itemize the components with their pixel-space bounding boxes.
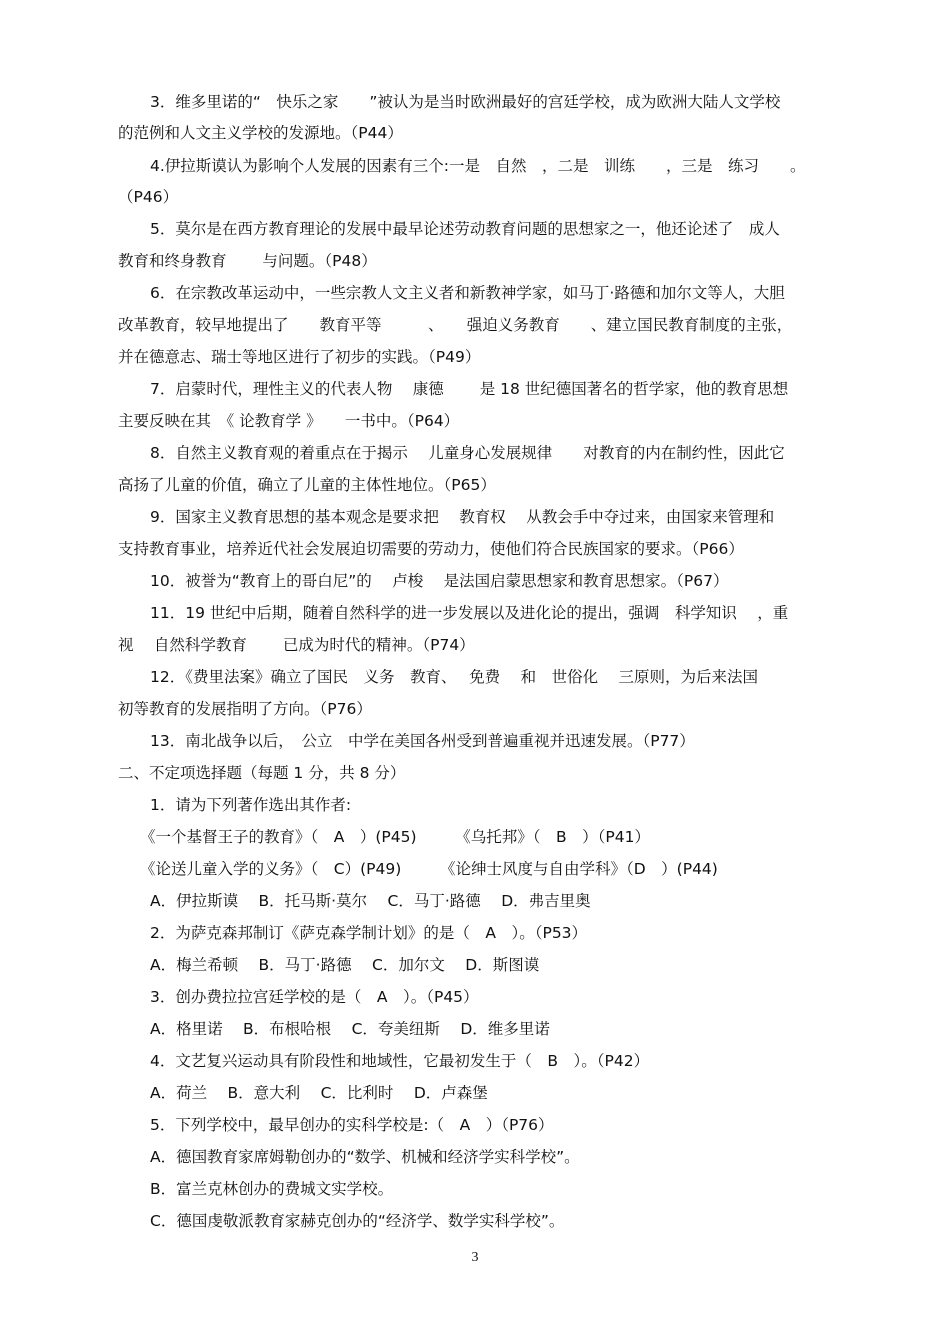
text-line: 改革教育，较早地提出了 教育平等 、 强迫义务教育 、建立国民教育制度的主张， [118, 316, 793, 334]
text-line: 12．《费里法案》确立了国民 义务 教育、 免费 和 世俗化 三原则，为后来法国 [150, 668, 759, 686]
text-line: 并在德意志、瑞士等地区进行了初步的实践。（P49） [118, 348, 481, 366]
text-line: 3．创办费拉拉宫廷学校的是（ A ）。（P45） [150, 988, 479, 1006]
text-line: A．格里诺 B．布根哈根 C．夸美纽斯 D．维多里诺 [150, 1020, 550, 1038]
page-number: 3 [471, 1250, 479, 1265]
text-line: 3．维多里诺的“ 快乐之家 ”被认为是当时欧洲最好的宫廷学校，成为欧洲大陆人文学校 [150, 93, 781, 111]
text-line: 10．被誉为“教育上的哥白尼”的 卢梭 是法国启蒙思想家和教育思想家。（P67） [150, 572, 729, 590]
text-line: （P46） [118, 188, 179, 206]
text-line: 《一个基督王子的教育》（ A ）(P45) 《乌托邦》（ B ）（P41） [140, 828, 650, 846]
text-line: C．德国虔敬派教育家赫克创办的“经济学、数学实科学校”。 [150, 1212, 565, 1230]
text-line: 初等教育的发展指明了方向。（P76） [118, 700, 372, 718]
text-line: 9．国家主义教育思想的基本观念是要求把 教育权 从教会手中夺过来，由国家来管理和 [150, 508, 775, 526]
section-heading: 二、不定项选择题（每题 1 分，共 8 分） [118, 764, 406, 782]
text-line: A．荷兰 B．意大利 C．比利时 D．卢森堡 [150, 1084, 488, 1102]
text-line: 《论送儿童入学的义务》（ C）(P49) 《论绅士风度与自由学科》（D ）(P44) [140, 860, 718, 878]
text-line: 5．下列学校中，最早创办的实科学校是:（ A ）（P76） [150, 1116, 554, 1134]
text-line: A．德国教育家席姆勒创办的“数学、机械和经济学实科学校”。 [150, 1148, 580, 1166]
text-line: 11．19 世纪中后期，随着自然科学的进一步发展以及进化论的提出，强调 科学知识 ，重 [150, 604, 789, 622]
text-line: 5．莫尔是在西方教育理论的发展中最早论述劳动教育问题的思想家之一，他还论述了 成人 [150, 220, 780, 238]
text-line: A．伊拉斯谟 B．托马斯·莫尔 C．马丁·路德 D．弗吉里奥 [150, 892, 591, 910]
text-line: 8．自然主义教育观的着重点在于揭示 儿童身心发展规律 对教育的内在制约性，因此它 [150, 444, 785, 462]
text-line: 7．启蒙时代，理性主义的代表人物 康德 是 18 世纪德国著名的哲学家，他的教育思想 [150, 380, 789, 398]
text-line: 4．文艺复兴运动具有阶段性和地域性，它最初发生于（ B ）。（P42） [150, 1052, 650, 1070]
text-line: 2．为萨克森邦制订《萨克森学制计划》的是（ A ）。（P53） [150, 924, 588, 942]
text-line: 支持教育事业，培养近代社会发展迫切需要的劳动力，使他们符合民族国家的要求。（P66） [118, 540, 744, 558]
text-line: 6．在宗教改革运动中，一些宗教人文主义者和新教神学家，如马丁·路德和加尔文等人，大胆 [150, 284, 785, 302]
text-line: 1．请为下列著作选出其作者: [150, 796, 352, 814]
text-line: A．梅兰希顿 B．马丁·路德 C．加尔文 D．斯图谟 [150, 956, 540, 974]
text-line: 视 自然科学教育 已成为时代的精神。（P74） [118, 636, 475, 654]
text-line: 教育和终身教育 与问题。（P48） [118, 252, 377, 270]
text-line: 13．南北战争以后， 公立 中学在美国各州受到普遍重视并迅速发展。（P77） [150, 732, 695, 750]
text-line: 高扬了儿童的价值，确立了儿童的主体性地位。（P65） [118, 476, 496, 494]
text-line: 主要反映在其 《 论教育学 》 一书中。（P64） [118, 412, 460, 430]
text-line: B．富兰克林创办的费城文实学校。 [150, 1180, 394, 1198]
text-line: 4.伊拉斯谟认为影响个人发展的因素有三个:一是 自然 ，二是 训练 ，三是 练习 。 [150, 157, 806, 175]
text-line: 的范例和人文主义学校的发源地。（P44） [118, 124, 403, 142]
